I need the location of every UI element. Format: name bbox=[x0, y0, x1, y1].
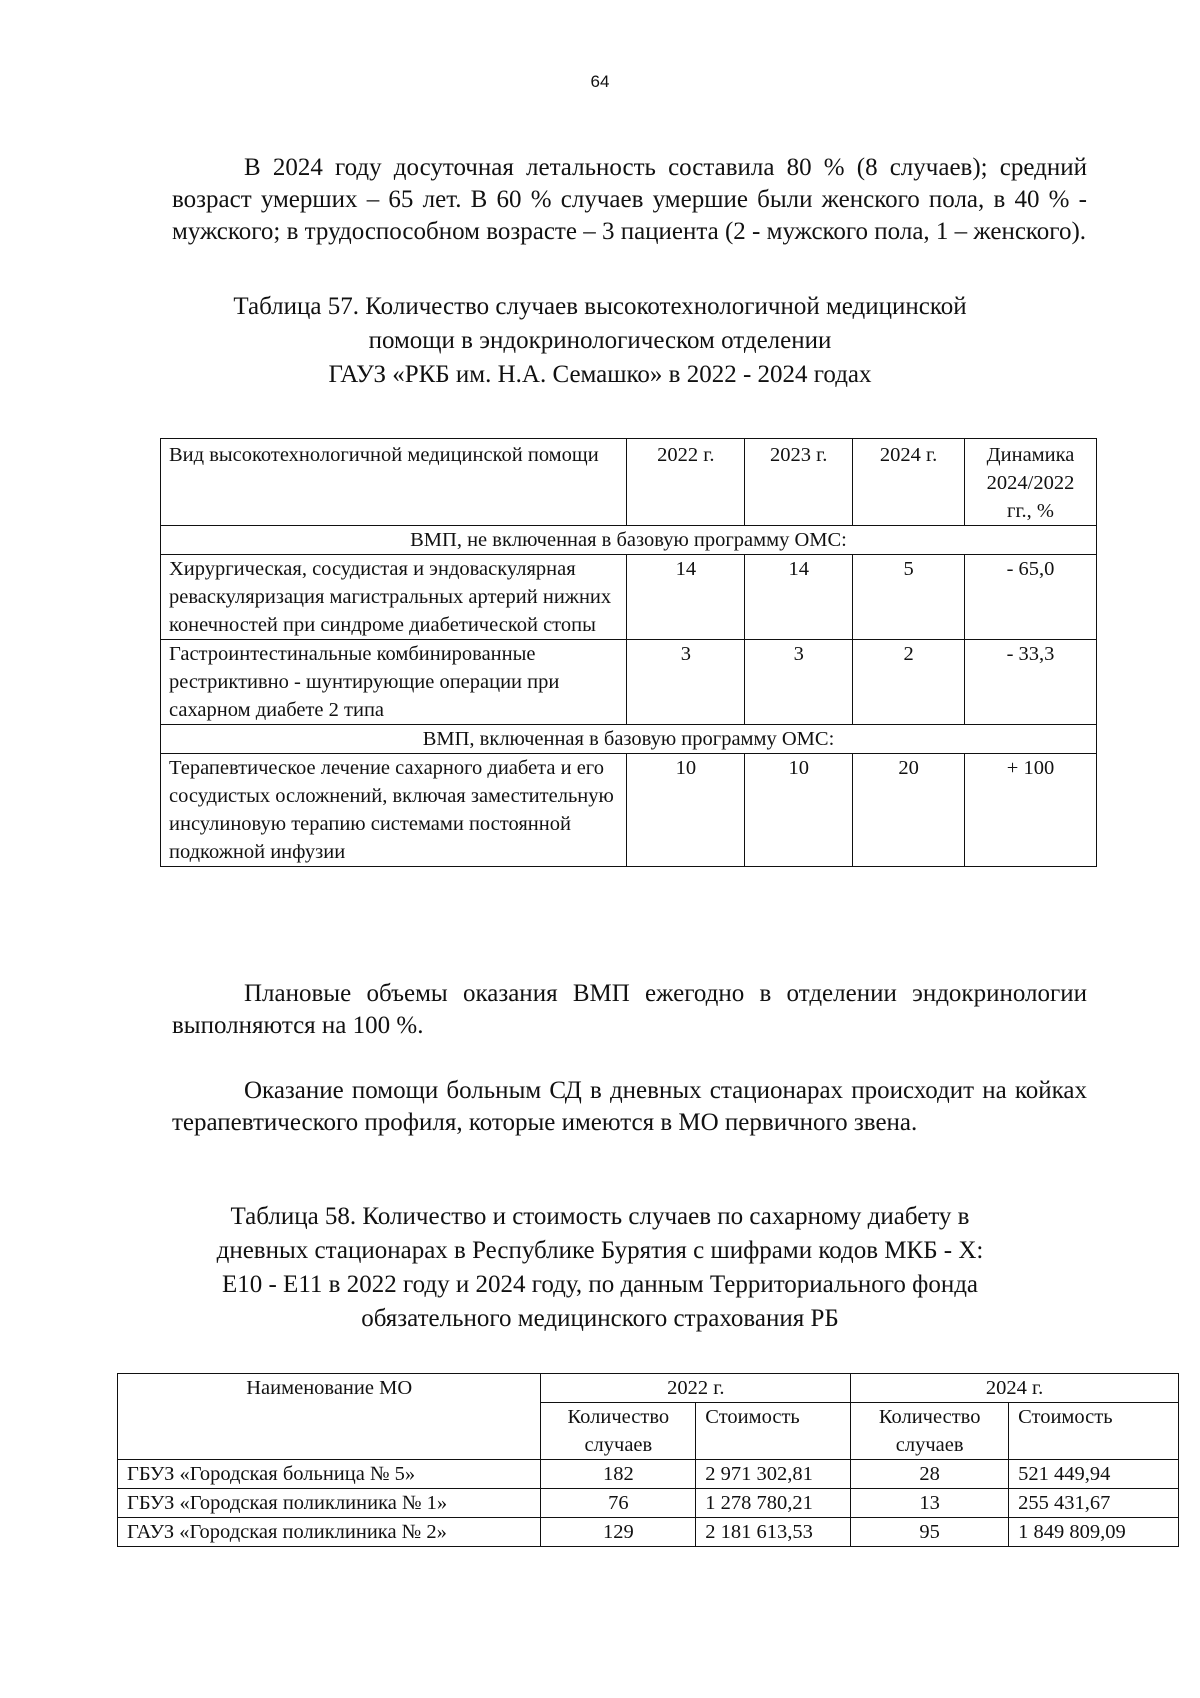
table57-caption-line2: помощи в эндокринологическом отделении bbox=[368, 327, 832, 354]
table58-cell-count-2024: 95 bbox=[851, 1518, 1009, 1547]
table58-caption-line4: обязательного медицинского страхования РБ bbox=[361, 1305, 839, 1332]
table58-caption-line1: Таблица 58. Количество и стоимость случаев по сахарному диабету в bbox=[230, 1203, 970, 1230]
table58-header-year-2024: 2024 г. bbox=[851, 1374, 1179, 1403]
table57-header-2023: 2023 г. bbox=[745, 439, 853, 526]
table57-cell-type: Гастроинтестинальные комбинированные рестриктивно - шунтирующие операции при сахарном диабете 2 типа bbox=[161, 640, 627, 725]
paragraph-planned-volumes bbox=[172, 978, 1087, 1042]
table57-section-title: ВМП, не включенная в базовую программу ОМС: bbox=[161, 526, 1097, 555]
table58-subheader-count-2022: Количество случаев bbox=[541, 1403, 696, 1460]
table58-caption-line2: дневных стационарах в Республике Бурятия с шифрами кодов МКБ - X: bbox=[216, 1237, 984, 1264]
table57-cell-2024: 20 bbox=[853, 754, 965, 867]
table57-header-2024: 2024 г. bbox=[853, 439, 965, 526]
table57-cell-2024: 2 bbox=[853, 640, 965, 725]
table58-caption-line3: Е10 - Е11 в 2022 году и 2024 году, по данным Территориального фонда bbox=[221, 1271, 979, 1298]
table57-header-dynamics: Динамика 2024/2022 гг., % bbox=[965, 439, 1097, 526]
table58-cell-count-2024: 28 bbox=[851, 1460, 1009, 1489]
table57-header-row bbox=[161, 439, 1097, 526]
table58 bbox=[117, 1373, 1179, 1547]
table58-header-year-2022: 2022 г. bbox=[541, 1374, 851, 1403]
table57-header-2022: 2022 г. bbox=[627, 439, 745, 526]
table57-section-title: ВМП, включенная в базовую программу ОМС: bbox=[161, 725, 1097, 754]
table57-cell-dynamics: + 100 bbox=[965, 754, 1097, 867]
table58-cell-count-2022: 182 bbox=[541, 1460, 696, 1489]
table57 bbox=[160, 438, 1097, 867]
table58-cell-cost-2024: 521 449,94 bbox=[1009, 1460, 1179, 1489]
table58-cell-mo: ГБУЗ «Городская поликлиника № 1» bbox=[118, 1489, 541, 1518]
table58-cell-cost-2022: 2 971 302,81 bbox=[696, 1460, 851, 1489]
table57-cell-dynamics: - 33,3 bbox=[965, 640, 1097, 725]
table57-cell-type: Терапевтическое лечение сахарного диабета и его сосудистых осложнений, включая заместительную инсулиновую терапию системами постоянной подкожной инфузии bbox=[161, 754, 627, 867]
table-row bbox=[118, 1460, 1179, 1489]
table57-cell-2023: 14 bbox=[745, 555, 853, 640]
table57-caption-line1: Таблица 57. Количество случаев высокотехнологичной медицинской bbox=[233, 293, 967, 320]
table-row bbox=[161, 640, 1097, 725]
table58-cell-mo: ГАУЗ «Городская поликлиника № 2» bbox=[118, 1518, 541, 1547]
paragraph-mortality-text: В 2024 году досуточная летальность составила 80 % (8 случаев); средний возраст умерших – 65 лет. В 60 % случаев умершие были женского пола, в 40 % - мужского; в трудоспособном возрасте – 3 пациента (2 - мужского пола, 1 – женского). bbox=[172, 154, 1087, 245]
table58-cell-count-2022: 129 bbox=[541, 1518, 696, 1547]
table58-cell-cost-2022: 2 181 613,53 bbox=[696, 1518, 851, 1547]
table58-cell-cost-2024: 1 849 809,09 bbox=[1009, 1518, 1179, 1547]
table58-cell-mo: ГБУЗ «Городская больница № 5» bbox=[118, 1460, 541, 1489]
paragraph-day-hospitals-text: Оказание помощи больным СД в дневных стационарах происходит на койках терапевтического профиля, которые имеются в МО первичного звена. bbox=[172, 1077, 1087, 1136]
table-row bbox=[161, 555, 1097, 640]
table57-cell-dynamics: - 65,0 bbox=[965, 555, 1097, 640]
table57-section-row bbox=[161, 725, 1097, 754]
table58-header-row bbox=[118, 1374, 1179, 1403]
table-row bbox=[161, 754, 1097, 867]
table58-caption bbox=[150, 1200, 1050, 1336]
table58-cell-count-2022: 76 bbox=[541, 1489, 696, 1518]
table58-cell-cost-2024: 255 431,67 bbox=[1009, 1489, 1179, 1518]
table57-cell-2022: 3 bbox=[627, 640, 745, 725]
table58-subheader-cost-2024: Стоимость bbox=[1009, 1403, 1179, 1460]
table58-cell-cost-2022: 1 278 780,21 bbox=[696, 1489, 851, 1518]
table57-caption bbox=[150, 290, 1050, 392]
table57-cell-2023: 3 bbox=[745, 640, 853, 725]
table58-subheader-count-2024: Количество случаев bbox=[851, 1403, 1009, 1460]
table-row bbox=[118, 1518, 1179, 1547]
table57-cell-type: Хирургическая, сосудистая и эндоваскулярная реваскуляризация магистральных артерий нижних конечностей при синдроме диабетической стопы bbox=[161, 555, 627, 640]
table58-subheader-cost-2022: Стоимость bbox=[696, 1403, 851, 1460]
table58-cell-count-2024: 13 bbox=[851, 1489, 1009, 1518]
table57-section-row bbox=[161, 526, 1097, 555]
paragraph-mortality bbox=[172, 152, 1087, 248]
paragraph-day-hospitals bbox=[172, 1075, 1087, 1139]
table57-caption-line3: ГАУЗ «РКБ им. Н.А. Семашко» в 2022 - 2024 годах bbox=[328, 361, 872, 388]
table57-header-type: Вид высокотехнологичной медицинской помощи bbox=[161, 439, 627, 526]
table57-cell-2024: 5 bbox=[853, 555, 965, 640]
page-number: 64 bbox=[590, 72, 610, 91]
table58-header-mo: Наименование МО bbox=[118, 1374, 541, 1460]
table-row bbox=[118, 1489, 1179, 1518]
table57-cell-2022: 10 bbox=[627, 754, 745, 867]
table57-cell-2022: 14 bbox=[627, 555, 745, 640]
table57-cell-2023: 10 bbox=[745, 754, 853, 867]
paragraph-planned-volumes-text: Плановые объемы оказания ВМП ежегодно в отделении эндокринологии выполняются на 100 %. bbox=[172, 980, 1087, 1039]
